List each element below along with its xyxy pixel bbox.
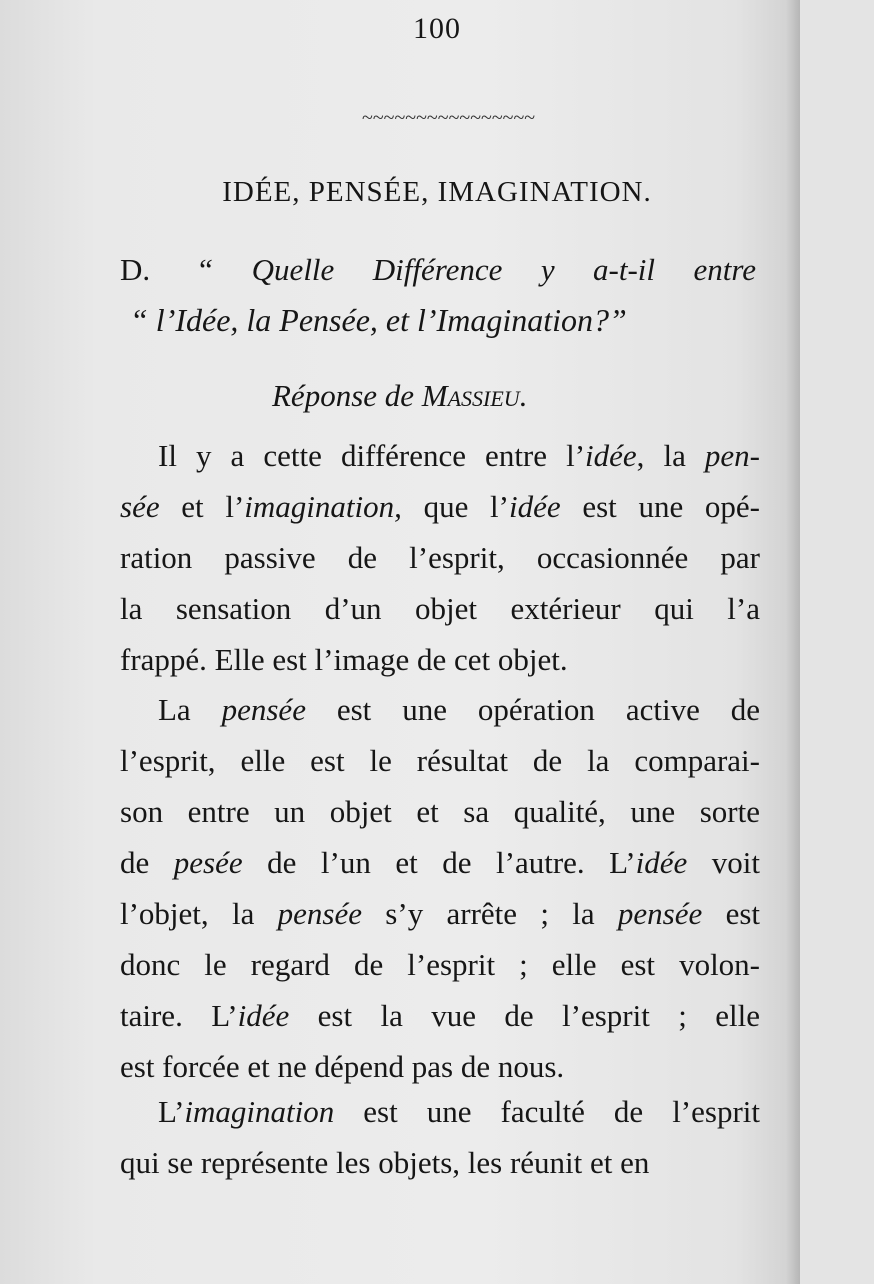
text-span: est [702,896,761,931]
text-line [120,843,760,883]
text-line [120,487,760,527]
question-label: D. [120,252,151,287]
italic-word: sée [120,489,160,524]
text-span: l’objet, la [120,896,278,931]
italic-word: pensée [221,692,306,727]
italic-word: imagination [184,1094,335,1129]
text-span: que l’ [401,489,509,524]
text-line [120,640,760,680]
text-span: est la vue de l’esprit ; elle [289,998,760,1033]
question-line-1: “ Quelle Différence y a-t-il entre [196,252,756,287]
text-line [158,1092,760,1132]
text-span: de l’un et de l’autre. L’ [242,845,636,880]
text-span: et l’ [159,489,245,524]
question-line-2: “ l’Idée, la Pensée, et l’Imagination?” [130,302,627,338]
text-span: s’y arrête ; la [362,896,618,931]
italic-word: pesée [173,845,243,880]
text-span: de [120,845,174,880]
text-span: Il y a cette différence entre l’ [158,438,586,473]
text-line [120,741,760,781]
text-line [120,1047,760,1087]
italic-word: pensée [277,896,362,931]
text-line [158,690,760,730]
text-span: est une opération active de [305,692,760,727]
italic-word: idée [237,998,290,1033]
text-line [120,792,760,832]
text-span: frappé. Elle est l’image de cet objet. [120,642,568,677]
text-span: la sensation d’un objet extérieur qui l’a [120,591,760,626]
text-span: qui se représente les objets, les réunit et en [120,1145,650,1180]
text-span: voit [687,845,760,880]
answer-title [272,376,527,416]
text-span: L’ [158,1094,185,1129]
text-line [120,589,760,629]
text-line [120,945,760,985]
text-line [120,1143,760,1183]
italic-word: pen- [704,438,760,473]
text-span: ration passive de l’esprit, occasionnée par [120,540,760,575]
ornament-rule: ~~~~~~~~~~~~~~~~ [362,107,536,129]
text-span: , la [636,438,705,473]
section-heading: IDÉE, PENSÉE, IMAGINATION. [222,176,652,208]
text-span: taire. L’ [120,998,238,1033]
italic-word: pensée [617,896,703,931]
text-span: donc le regard de l’esprit ; elle est volon- [120,947,760,982]
text-span: est une opé- [560,489,760,524]
text-line [158,436,760,476]
text-span: est forcée et ne dépend pas de nous. [120,1049,565,1084]
text-line [120,996,760,1036]
text-span: La [158,692,222,727]
page-number: 100 [413,12,461,45]
text-line [120,894,760,934]
text-span: l’esprit, elle est le résultat de la comparai- [120,743,760,778]
author-name: Massieu. [421,378,528,413]
answer-title-prefix: Réponse de [272,378,422,413]
text-span: est une faculté de l’esprit [334,1094,760,1129]
page-edge-shadow [786,0,800,1284]
italic-word: idée [508,489,561,524]
text-line [120,538,760,578]
text-span: son entre un objet et sa qualité, une sorte [120,794,760,829]
italic-word: imagination, [244,489,402,524]
italic-word: idée [585,438,637,473]
italic-word: idée [635,845,688,880]
